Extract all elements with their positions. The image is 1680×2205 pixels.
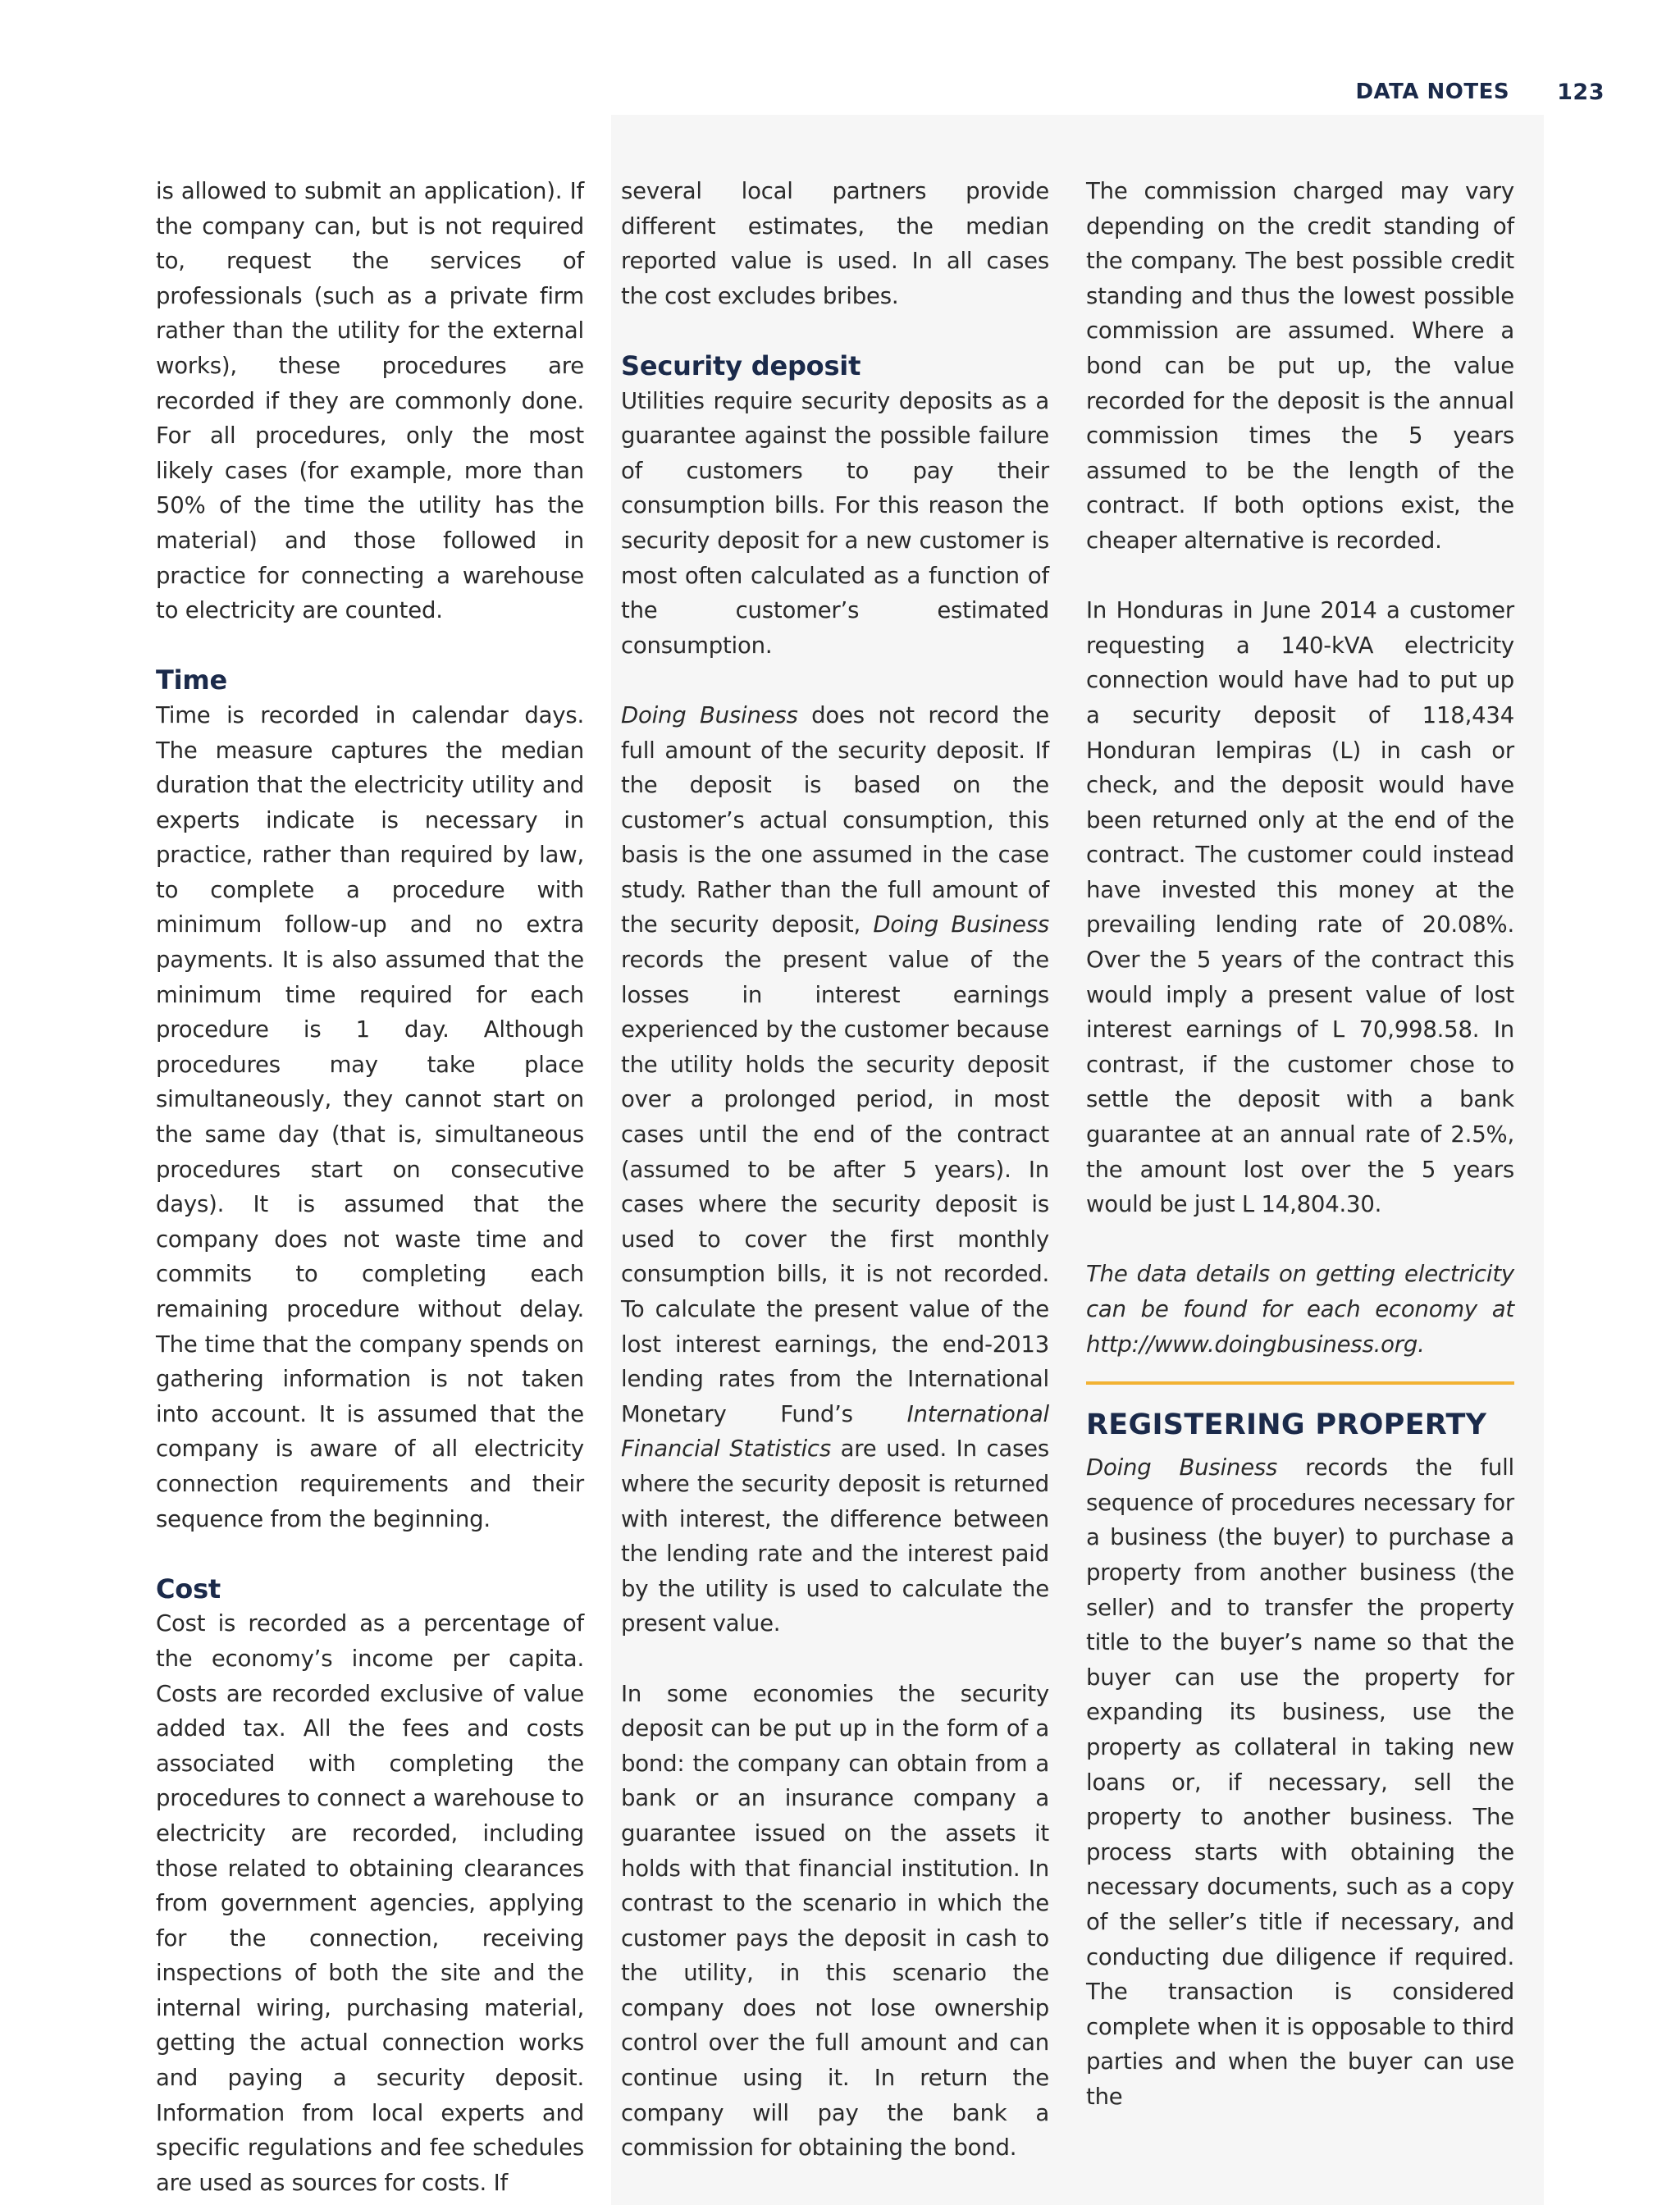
heading-time: Time xyxy=(156,664,228,696)
text-run: does not record the full amount of the security deposit. If the deposit is based on the customer’s actual consumption, this basis is the one assumed in the case study. Rather than the full amount of the security deposit, xyxy=(621,701,1049,938)
paragraph: The commission charged may vary depending on the credit standing of the company. The best possible credit standing and thus the lowest possible commission are assumed. Where a bond can be put up, the value recorded for the deposit is the annual commission times the 5 years assumed to be the length of the contract. If both options exist, the cheaper alternative is recorded. xyxy=(1086,178,1514,554)
emphasis: International Financial Statistics xyxy=(621,1400,1049,1463)
paragraph: Utilities require security deposits as a guarantee against the possible failure of customers to pay their consumption bills. For this reason the security deposit for a new customer is most often calculated as a function of the customer’s estimated consumption. xyxy=(621,387,1049,659)
data-note: The data details on getting electricity can be found for each economy at http://www.doingbusiness.org. xyxy=(1086,1261,1514,1358)
text-run: are used. In cases where the security deposit is returned with interest, the difference between the lending rate and the interest paid by the utility is used to calculate the present value. xyxy=(621,1436,1049,1637)
paragraph: is allowed to submit an application). If the company can, but is not required to, request the services of professionals (such as a private firm rather than the utility for the external works), these procedures are recorded if they are commonly done. For all procedures, only the most likely cases (for example, more than 50% of the time the utility has the material) and those followed in practice for connecting a warehouse to electricity are counted. xyxy=(156,178,584,624)
section-divider xyxy=(1086,1381,1514,1385)
emphasis: Doing Business xyxy=(621,701,798,728)
paragraph: Cost is recorded as a percentage of the economy’s income per capita. Costs are recorded exclusive of value added tax. All the fees and costs associated with completing the procedures to connect a warehouse to electricity are recorded, including those related to obtaining clearances from government agencies, applying for the connection, receiving inspections of both the site and the internal wiring, purchasing material, getting the actual connection works and paying a security deposit. Information from local experts and specific regulations and fee schedules are used as sources for costs. If xyxy=(156,1610,584,2196)
page-header xyxy=(1355,75,1605,108)
text-run: records the full sequence of procedures necessary for a business (the buyer) to purchase a property from another business (the seller) and to transfer the property title to the buyer’s name so that the buyer can use the property for expanding its business, use the property as collateral in taking new loans or, if necessary, sell the property to another business. The process starts with obtaining the necessary documents, such as a copy of the seller’s title if necessary, and conducting due diligence if required. The transaction is considered complete when it is opposable to third parties and when the buyer can use the xyxy=(1086,1454,1514,2110)
emphasis: Doing Business xyxy=(1086,1454,1278,1481)
section-title: DATA NOTES xyxy=(1355,80,1510,104)
text-run: records the present value of the losses in interest earnings experienced by the customer because the utility holds the security deposit over a prolonged period, in most cases until the end of the contract (assumed to be after 5 years). In cases where the security deposit is used to cover the first monthly consumption bills, it is not recorded. To calculate the present value of the lost interest earnings, the end-2013 lending rates from the International Monetary Fund’s xyxy=(621,947,1049,1427)
paragraph: Time is recorded in calendar days. The measure captures the median duration that the electricity utility and experts indicate is necessary in practice, rather than required by law, to complete a procedure with minimum follow-up and no extra payments. It is also assumed that the minimum time required for each procedure is 1 day. Although procedures may take place simultaneously, they cannot start on the same day (that is, simultaneous procedures start on consecutive days). It is assumed that the company does not waste time and commits to completing each remaining procedure without delay. The time that the company spends on gathering information is not taken into account. It is assumed that the company is aware of all electricity connection requirements and their sequence from the beginning. xyxy=(156,701,584,1532)
paragraph: In some economies the security deposit can be put up in the form of a bond: the company can obtain from a bank or an insurance company a guarantee issued on the assets it holds with that financial institution. In contrast to the scenario in which the customer pays the deposit in cash to the utility, in this scenario the company does not lose ownership control over the full amount and can continue using it. In return the company will pay the bank a commission for obtaining the bond. xyxy=(621,1680,1049,2162)
column-1 xyxy=(156,174,584,2200)
paragraph xyxy=(621,698,1049,1641)
column-2 xyxy=(621,174,1049,2166)
emphasis: Doing Business xyxy=(873,911,1049,938)
paragraph: several local partners provide different estimates, the median reported value is used. In all cases the cost excludes bribes. xyxy=(621,178,1049,309)
heading-security-deposit: Security deposit xyxy=(621,349,861,381)
paragraph: In Honduras in June 2014 a customer requesting a 140-kVA electricity connection would have had to put up a security deposit of 118,434 Honduran lempiras (L) in cash or check, and the deposit would have been returned only at the end of the contract. The customer could instead have invested this money at the prevailing lending rate of 20.08%. Over the 5 years of the contract this would imply a present value of lost interest earnings of L 70,998.58. In contrast, if the customer chose to settle the deposit with a bank guarantee at an annual rate of 2.5%, the amount lost over the 5 years would be just L 14,804.30. xyxy=(1086,597,1514,1218)
page-number: 123 xyxy=(1557,79,1605,105)
paragraph xyxy=(1086,1450,1514,2114)
heading-registering-property: REGISTERING PROPERTY xyxy=(1086,1408,1487,1442)
heading-cost: Cost xyxy=(156,1573,221,1605)
column-3 xyxy=(1086,174,1514,2114)
